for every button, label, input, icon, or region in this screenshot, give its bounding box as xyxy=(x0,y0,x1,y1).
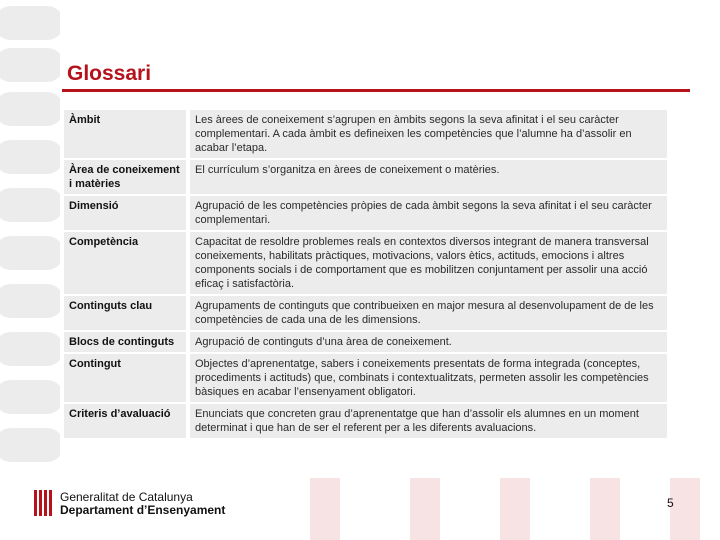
page-title: Glossari xyxy=(67,62,152,85)
table-row xyxy=(64,332,667,352)
table-row xyxy=(64,232,667,294)
glossary-definition: Agrupació de continguts d’una àrea de coneixement. xyxy=(190,332,667,352)
org-name: Generalitat de Catalunya xyxy=(60,490,193,504)
table-row xyxy=(64,196,667,230)
glossary-definition: Les àrees de coneixement s’agrupen en àmbits segons la seva afinitat i el seu caràcter complementari. A cada àmbit es defineixen les competències que l’alumne ha d’assolir en acabar l’etapa. xyxy=(190,110,667,158)
generalitat-senyera-icon xyxy=(34,490,52,516)
page-number: 5 xyxy=(667,496,674,510)
table-row xyxy=(64,110,667,158)
glossary-table xyxy=(60,108,671,440)
table-row xyxy=(64,160,667,194)
glossary-definition: Objectes d’aprenentatge, sabers i coneixements presentats de forma integrada (conceptes, procediments i actituds) que, combinats i contextualitzats, permeten assolir les competències bàsiques en acabar l’ensenyament obligatori. xyxy=(190,354,667,402)
glossary-term: Contingut xyxy=(64,354,186,402)
glossary-term: Àmbit xyxy=(64,110,186,158)
department-name: Departament d’Ensenyament xyxy=(60,503,226,517)
glossary-definition: El currículum s’organitza en àrees de coneixement o matèries. xyxy=(190,160,667,194)
glossary-term: Àrea de coneixement i matèries xyxy=(64,160,186,194)
glossary-term: Blocs de continguts xyxy=(64,332,186,352)
glossary-term: Dimensió xyxy=(64,196,186,230)
title-divider xyxy=(62,89,690,92)
table-row xyxy=(64,354,667,402)
background-watermark-right xyxy=(300,470,720,540)
table-row xyxy=(64,404,667,438)
background-watermark-left xyxy=(0,0,60,540)
glossary-term: Competència xyxy=(64,232,186,294)
table-row xyxy=(64,296,667,330)
glossary-term: Criteris d’avaluació xyxy=(64,404,186,438)
glossary-term: Continguts clau xyxy=(64,296,186,330)
glossary-definition: Capacitat de resoldre problemes reals en contextos diversos integrant de manera transversal coneixements, habilitats pràctiques, motivacions, valors ètics, actituds, emocions i altres components socials i de comportament que es mobilitzen conjuntament per assolir una acció eficaç i satisfactòria. xyxy=(190,232,667,294)
glossary-definition: Enunciats que concreten grau d’aprenentatge que han d’assolir els alumnes en un moment determinat i que han de ser el referent per a les diferents avaluacions. xyxy=(190,404,667,438)
glossary-definition: Agrupació de les competències pròpies de cada àmbit segons la seva afinitat i el seu caràcter complementari. xyxy=(190,196,667,230)
generalitat-logo xyxy=(34,490,234,520)
glossary-definition: Agrupaments de continguts que contribueixen en major mesura al desenvolupament de de les competències de cada una de les dimensions. xyxy=(190,296,667,330)
